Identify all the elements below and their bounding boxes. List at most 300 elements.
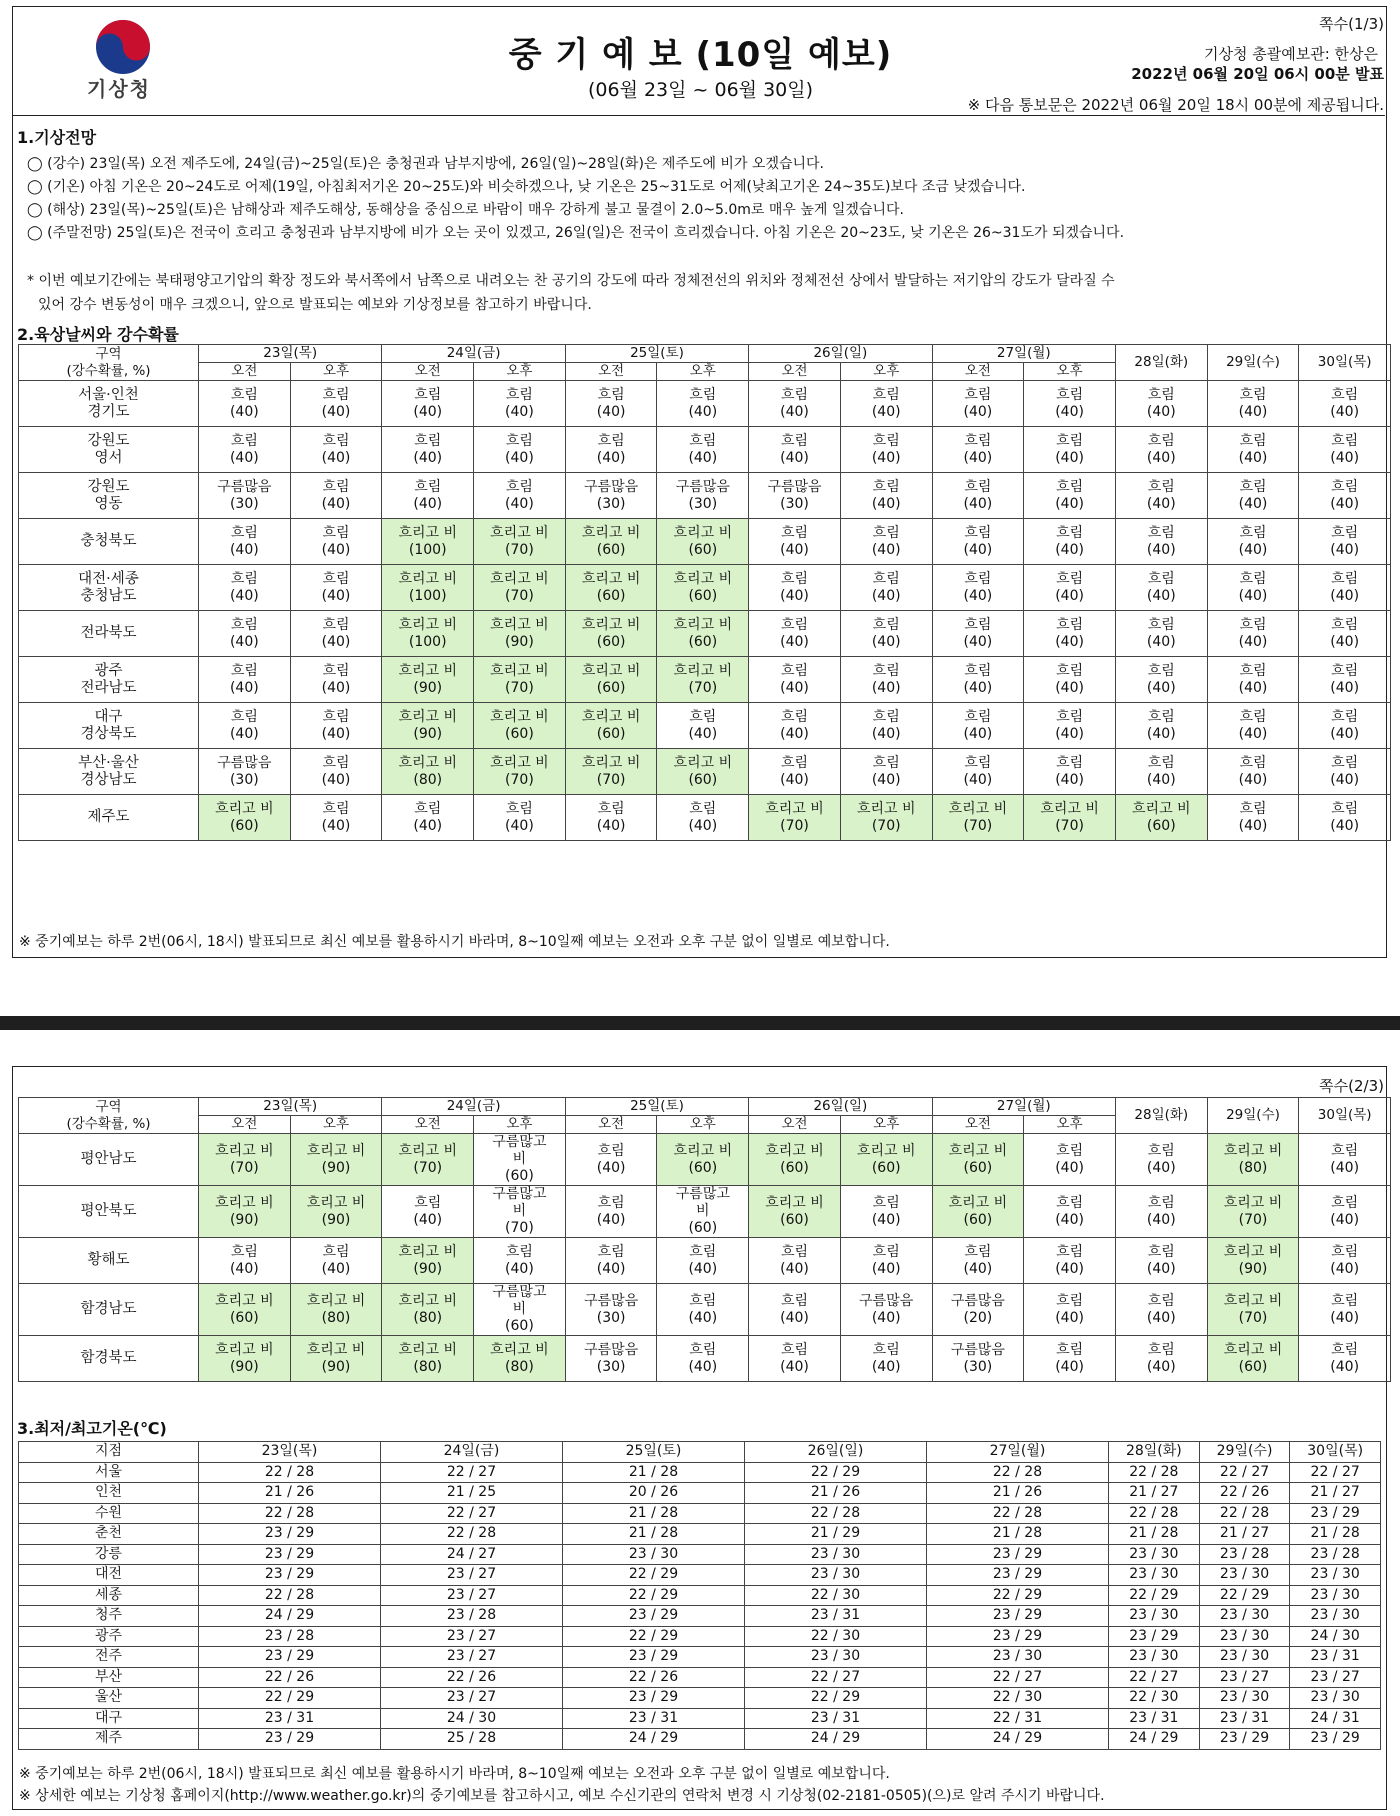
day-header: 23일(목) (199, 1442, 381, 1463)
forecast-cell: 흐림 (40) (749, 657, 841, 703)
temp-cell: 23 / 27 (381, 1585, 563, 1606)
day-header: 24일(금) (382, 1098, 565, 1116)
forecast-cell: 흐림 (40) (565, 795, 657, 841)
forecast-cell: 흐림 (40) (840, 565, 932, 611)
forecast-cell: 흐리고 비 (60) (932, 1186, 1024, 1238)
temp-cell: 22 / 28 (199, 1503, 381, 1524)
forecast-cell: 흐림 (40) (1207, 519, 1299, 565)
forecast-cell: 흐리고 비 (60) (565, 703, 657, 749)
forecast-cell: 흐리고 비 (80) (382, 749, 474, 795)
forecast-cell: 흐림 (40) (1299, 565, 1391, 611)
temp-cell: 23 / 31 (1109, 1708, 1200, 1729)
forecast-cell: 흐림 (40) (932, 381, 1024, 427)
forecast-cell: 흐리고 비 (80) (1207, 1134, 1299, 1186)
forecast-cell: 구름많음 (30) (932, 1336, 1024, 1382)
temp-cell: 22 / 28 (199, 1585, 381, 1606)
site-name: 부산 (19, 1667, 199, 1688)
region-name: 부산·울산 경상남도 (19, 749, 199, 795)
forecast-cell: 흐리고 비 (70) (1207, 1284, 1299, 1336)
temp-cell: 23 / 30 (1199, 1626, 1290, 1647)
forecast-cell: 흐림 (40) (657, 1238, 749, 1284)
temp-cell: 22 / 28 (1109, 1462, 1200, 1483)
temp-cell: 23 / 30 (1290, 1565, 1381, 1586)
table-row (19, 795, 1391, 841)
forecast-cell: 흐림 (40) (199, 519, 291, 565)
forecast-cell: 흐림 (40) (1299, 1134, 1391, 1186)
forecast-cell: 흐리고 비 (70) (565, 749, 657, 795)
forecast-cell: 흐림 (40) (1115, 1186, 1207, 1238)
issued-time: 2022년 06월 20일 06시 00분 발표 (1131, 65, 1384, 83)
temp-cell: 21 / 28 (563, 1524, 745, 1545)
region-name: 강원도 영동 (19, 473, 199, 519)
forecast-cell: 흐림 (40) (199, 1238, 291, 1284)
forecast-cell: 흐림 (40) (290, 795, 382, 841)
forecast-cell: 흐리고 비 (90) (382, 703, 474, 749)
temperature-table (18, 1441, 1381, 1750)
temp-cell: 23 / 29 (927, 1626, 1109, 1647)
forecast-cell: 흐림 (40) (565, 381, 657, 427)
forecast-cell: 흐림 (40) (932, 749, 1024, 795)
table-row (19, 1483, 1381, 1504)
region-name: 대전·세종 충청남도 (19, 565, 199, 611)
temp-cell: 22 / 26 (199, 1667, 381, 1688)
outlook-line: ◯ (강수) 23일(목) 오전 제주도에, 24일(금)~25일(토)은 충청권과 남부지방에, 26일(일)~28일(화)은 제주도에 비가 오겠습니다. (27, 156, 825, 172)
forecast-cell: 흐림 (40) (290, 749, 382, 795)
forecast-cell: 흐림 (40) (1024, 1284, 1116, 1336)
temp-cell: 23 / 31 (745, 1708, 927, 1729)
forecast-cell: 흐림 (40) (1299, 611, 1391, 657)
forecast-cell: 흐림 (40) (1299, 657, 1391, 703)
forecast-cell: 흐림 (40) (840, 519, 932, 565)
forecast-cell: 흐림 (40) (749, 1336, 841, 1382)
forecast-cell: 흐림 (40) (1024, 381, 1116, 427)
day-header: 28일(화) (1109, 1442, 1200, 1463)
table-row (19, 657, 1391, 703)
forecast-cell: 흐림 (40) (749, 1238, 841, 1284)
table-row (19, 1462, 1381, 1483)
forecast-cell: 구름많음 (20) (932, 1284, 1024, 1336)
region-name: 전라북도 (19, 611, 199, 657)
pm-header: 오후 (840, 363, 932, 381)
table-row (19, 1284, 1391, 1336)
forecast-cell: 흐림 (40) (840, 1238, 932, 1284)
footnote: ※ 상세한 예보는 기상청 홈페이지(http://www.weather.go.kr)의 중기예보를 참고하시고, 예보 수신기관의 연락처 변경 시 기상청(02-2181-0505)(으)로 알려 주시기 바랍니다. (19, 1788, 1105, 1804)
temp-cell: 22 / 29 (563, 1626, 745, 1647)
forecast-cell: 흐림 (40) (932, 565, 1024, 611)
forecast-cell: 흐림 (40) (1024, 473, 1116, 519)
forecast-cell: 흐림 (40) (1299, 519, 1391, 565)
temp-cell: 22 / 27 (1109, 1667, 1200, 1688)
temp-cell: 23 / 30 (1109, 1544, 1200, 1565)
forecast-cell: 흐림 (40) (840, 1186, 932, 1238)
temp-cell: 23 / 29 (1199, 1729, 1290, 1750)
table-row (19, 1708, 1381, 1729)
pm-header: 오후 (1024, 1116, 1116, 1134)
forecast-cell: 흐리고 비 (100) (382, 611, 474, 657)
forecast-cell: 흐리고 비 (70) (474, 519, 566, 565)
forecast-cell: 흐림 (40) (932, 1238, 1024, 1284)
table-row (19, 1134, 1391, 1186)
forecast-cell: 흐림 (40) (290, 381, 382, 427)
forecast-cell: 흐리고 비 (60) (565, 519, 657, 565)
pm-header: 오후 (657, 363, 749, 381)
table-row (19, 1667, 1381, 1688)
temp-cell: 23 / 30 (1109, 1565, 1200, 1586)
forecast-cell: 흐림 (40) (749, 1284, 841, 1336)
temp-cell: 21 / 26 (745, 1483, 927, 1504)
forecast-cell: 흐림 (40) (932, 519, 1024, 565)
table-row (19, 1524, 1381, 1545)
temp-cell: 22 / 30 (1109, 1688, 1200, 1709)
forecast-cell: 흐림 (40) (290, 657, 382, 703)
temp-cell: 23 / 29 (1109, 1626, 1200, 1647)
temp-cell: 23 / 30 (927, 1647, 1109, 1668)
day-header: 26일(일) (745, 1442, 927, 1463)
forecast-cell: 흐리고 비 (60) (474, 703, 566, 749)
site-name: 전주 (19, 1647, 199, 1668)
forecast-cell: 흐림 (40) (657, 1336, 749, 1382)
table-row (19, 611, 1391, 657)
temp-cell: 24 / 30 (381, 1708, 563, 1729)
forecast-cell: 흐림 (40) (1115, 611, 1207, 657)
forecast-cell: 흐림 (40) (1024, 1186, 1116, 1238)
temp-cell: 23 / 31 (1199, 1708, 1290, 1729)
outlook-line: ◯ (기온) 아침 기온은 20~24도로 어제(19일, 아침최저기온 20~25도)와 비슷하겠으나, 낮 기온은 25~31도로 어제(낮최고기온 24~35도)보다 조금 낮겠습니다. (27, 179, 1026, 195)
temp-cell: 22 / 26 (563, 1667, 745, 1688)
am-header: 오전 (382, 363, 474, 381)
am-header: 오전 (382, 1116, 474, 1134)
table-row (19, 519, 1391, 565)
temp-cell: 23 / 29 (563, 1647, 745, 1668)
temp-cell: 22 / 30 (745, 1626, 927, 1647)
temp-cell: 22 / 29 (1199, 1585, 1290, 1606)
forecast-cell: 흐림 (40) (199, 427, 291, 473)
temp-cell: 23 / 29 (927, 1544, 1109, 1565)
table-row (19, 1565, 1381, 1586)
table-row (19, 703, 1391, 749)
pm-header: 오후 (290, 363, 382, 381)
temp-cell: 24 / 29 (745, 1729, 927, 1750)
temp-cell: 22 / 29 (563, 1565, 745, 1586)
forecast-cell: 구름많음 (30) (657, 473, 749, 519)
table-row (19, 565, 1391, 611)
temp-cell: 23 / 30 (1290, 1688, 1381, 1709)
forecast-cell: 흐리고 비 (60) (199, 1284, 291, 1336)
temp-cell: 23 / 31 (745, 1606, 927, 1627)
temp-cell: 21 / 28 (1290, 1524, 1381, 1545)
forecast-cell: 흐림 (40) (840, 381, 932, 427)
forecast-cell: 흐리고 비 (60) (657, 1134, 749, 1186)
day-header: 23일(목) (199, 1098, 382, 1116)
temp-cell: 23 / 28 (381, 1606, 563, 1627)
forecast-cell: 흐림 (40) (199, 381, 291, 427)
page-separator (0, 1016, 1400, 1030)
day-header: 23일(목) (199, 345, 382, 363)
region-header: 구역 (강수확률, %) (19, 345, 199, 381)
temp-cell: 22 / 28 (927, 1503, 1109, 1524)
temp-cell: 23 / 29 (1290, 1503, 1381, 1524)
footnote: ※ 중기예보는 하루 2번(06시, 18시) 발표되므로 최신 예보를 활용하시기 바라며, 8~10일째 예보는 오전과 오후 구분 없이 일별로 예보합니다. (19, 1766, 890, 1782)
region-name: 함경남도 (19, 1284, 199, 1336)
forecast-cell: 흐리고 비 (70) (657, 657, 749, 703)
temp-cell: 23 / 31 (1290, 1647, 1381, 1668)
forecast-cell: 흐림 (40) (1299, 1284, 1391, 1336)
temp-cell: 23 / 31 (199, 1708, 381, 1729)
forecast-cell: 흐림 (40) (840, 749, 932, 795)
forecast-cell: 흐림 (40) (840, 1336, 932, 1382)
region-name: 황해도 (19, 1238, 199, 1284)
outlook-line: ◯ (해상) 23일(목)~25일(토)은 남해상과 제주도해상, 동해상을 중심으로 바람이 매우 강하게 불고 물결이 2.0~5.0m로 매우 높게 일겠습니다. (27, 202, 904, 218)
temp-cell: 23 / 29 (199, 1524, 381, 1545)
temp-cell: 23 / 27 (381, 1688, 563, 1709)
forecast-cell: 흐림 (40) (1207, 795, 1299, 841)
temp-cell: 23 / 27 (381, 1565, 563, 1586)
temp-cell: 22 / 28 (1199, 1503, 1290, 1524)
temp-cell: 22 / 29 (745, 1462, 927, 1483)
section-title-weather: 2.육상날씨와 강수확률 (17, 325, 179, 344)
forecast-cell: 구름많음 (30) (565, 1284, 657, 1336)
forecast-cell: 흐림 (40) (474, 427, 566, 473)
forecast-cell: 흐리고 비 (90) (199, 1186, 291, 1238)
forecast-cell: 흐림 (40) (1299, 427, 1391, 473)
am-header: 오전 (932, 363, 1024, 381)
temp-cell: 23 / 29 (927, 1606, 1109, 1627)
forecast-cell: 흐림 (40) (1115, 1238, 1207, 1284)
forecast-cell: 흐림 (40) (749, 703, 841, 749)
forecast-cell: 흐림 (40) (749, 611, 841, 657)
forecast-cell: 구름많음 (30) (199, 473, 291, 519)
temp-cell: 23 / 29 (1290, 1729, 1381, 1750)
forecast-cell: 흐리고 비 (60) (749, 1186, 841, 1238)
temp-cell: 23 / 27 (1199, 1667, 1290, 1688)
temp-cell: 23 / 30 (1199, 1565, 1290, 1586)
temp-cell: 23 / 30 (1109, 1606, 1200, 1627)
day-header: 28일(화) (1115, 1098, 1207, 1134)
temp-cell: 22 / 28 (927, 1462, 1109, 1483)
forecast-cell: 흐리고 비 (60) (565, 565, 657, 611)
forecast-cell: 흐림 (40) (290, 519, 382, 565)
forecast-cell: 흐리고 비 (70) (382, 1134, 474, 1186)
temp-cell: 21 / 26 (199, 1483, 381, 1504)
page-title: 중 기 예 보 (10일 예보) (508, 35, 893, 75)
table-row (19, 1544, 1381, 1565)
forecast-cell: 흐리고 비 (70) (840, 795, 932, 841)
temp-cell: 22 / 28 (199, 1462, 381, 1483)
table-row (19, 381, 1391, 427)
forecast-cell: 흐림 (40) (657, 381, 749, 427)
site-name: 제주 (19, 1729, 199, 1750)
region-name: 광주 전라남도 (19, 657, 199, 703)
am-header: 오전 (749, 363, 841, 381)
region-name: 대구 경상북도 (19, 703, 199, 749)
forecast-cell: 흐림 (40) (749, 749, 841, 795)
forecast-cell: 흐림 (40) (1207, 427, 1299, 473)
forecast-cell: 흐리고 비 (80) (474, 1336, 566, 1382)
forecast-cell: 구름많음 (30) (749, 473, 841, 519)
forecast-cell: 흐림 (40) (1299, 703, 1391, 749)
temp-cell: 22 / 29 (199, 1688, 381, 1709)
temp-cell: 22 / 27 (381, 1462, 563, 1483)
temp-cell: 24 / 29 (199, 1606, 381, 1627)
forecast-cell: 흐림 (40) (932, 473, 1024, 519)
forecast-cell: 흐리고 비 (80) (382, 1284, 474, 1336)
temp-cell: 22 / 30 (745, 1585, 927, 1606)
temp-header-row (19, 1442, 1381, 1463)
day-header: 25일(토) (563, 1442, 745, 1463)
temp-cell: 23 / 29 (199, 1565, 381, 1586)
temp-cell: 22 / 27 (1290, 1462, 1381, 1483)
forecast-cell: 흐림 (40) (382, 1186, 474, 1238)
temp-cell: 23 / 27 (381, 1647, 563, 1668)
forecast-cell: 흐림 (40) (1024, 657, 1116, 703)
site-name: 강릉 (19, 1544, 199, 1565)
temp-cell: 23 / 30 (745, 1544, 927, 1565)
forecast-cell: 흐리고 비 (60) (657, 749, 749, 795)
pm-header: 오후 (840, 1116, 932, 1134)
day-header: 29일(수) (1207, 345, 1299, 381)
forecast-cell: 흐리고 비 (60) (565, 611, 657, 657)
pm-header: 오후 (1024, 363, 1116, 381)
temp-cell: 23 / 31 (563, 1708, 745, 1729)
temp-cell: 22 / 29 (563, 1585, 745, 1606)
temp-cell: 22 / 26 (1199, 1483, 1290, 1504)
pm-header: 오후 (290, 1116, 382, 1134)
temp-cell: 21 / 28 (563, 1503, 745, 1524)
forecast-cell: 흐리고 비 (90) (1207, 1238, 1299, 1284)
temp-cell: 24 / 27 (381, 1544, 563, 1565)
forecast-cell: 구름많고 비 (60) (474, 1284, 566, 1336)
temp-cell: 22 / 28 (745, 1503, 927, 1524)
temp-cell: 22 / 27 (381, 1503, 563, 1524)
forecast-cell: 흐리고 비 (60) (1115, 795, 1207, 841)
forecast-cell: 흐림 (40) (1115, 1284, 1207, 1336)
forecast-cell: 흐림 (40) (382, 381, 474, 427)
forecast-cell: 흐림 (40) (474, 795, 566, 841)
temp-cell: 23 / 28 (199, 1626, 381, 1647)
temp-cell: 23 / 29 (199, 1544, 381, 1565)
temp-cell: 23 / 28 (1199, 1544, 1290, 1565)
temp-cell: 22 / 27 (745, 1667, 927, 1688)
am-header: 오전 (199, 1116, 291, 1134)
table-row (19, 1186, 1391, 1238)
day-header: 29일(수) (1199, 1442, 1290, 1463)
section-title-outlook: 1.기상전망 (17, 128, 97, 147)
day-header: 25일(토) (565, 1098, 748, 1116)
forecast-cell: 흐림 (40) (1207, 749, 1299, 795)
temp-cell: 23 / 29 (927, 1565, 1109, 1586)
forecast-cell: 흐림 (40) (1299, 749, 1391, 795)
note-line: * 이번 예보기간에는 북태평양고기압의 확장 정도와 북서쪽에서 남쪽으로 내려오는 찬 공기의 강도에 따라 정체전선의 위치와 정체전선 상에서 발달하는 저기압의 강도가 달라질 수 (27, 273, 1115, 289)
outlook-line: ◯ (주말전망) 25일(토)은 전국이 흐리고 충청권과 남부지방에 비가 오는 곳이 있겠고, 26일(일)은 전국이 흐리겠습니다. 아침 기온은 20~23도, 낮 기온은 26~31도가 되겠습니다. (27, 225, 1125, 241)
forecast-cell: 흐림 (40) (1207, 381, 1299, 427)
forecast-cell: 흐리고 비 (70) (199, 1134, 291, 1186)
forecast-cell: 흐리고 비 (60) (840, 1134, 932, 1186)
temp-cell: 23 / 30 (1290, 1606, 1381, 1627)
site-header: 지점 (19, 1442, 199, 1463)
temp-cell: 21 / 28 (1109, 1524, 1200, 1545)
temp-cell: 23 / 30 (1199, 1688, 1290, 1709)
forecast-cell: 흐림 (40) (1115, 1134, 1207, 1186)
forecast-cell: 흐림 (40) (382, 795, 474, 841)
day-header: 24일(금) (381, 1442, 563, 1463)
page-number: 쪽수(1/3) (1319, 15, 1384, 33)
temp-cell: 23 / 29 (563, 1606, 745, 1627)
forecast-cell: 흐림 (40) (1299, 795, 1391, 841)
forecast-cell: 흐림 (40) (565, 427, 657, 473)
temp-cell: 24 / 29 (563, 1729, 745, 1750)
forecast-cell: 흐리고 비 (70) (474, 657, 566, 703)
forecast-cell: 흐림 (40) (382, 427, 474, 473)
forecast-cell: 흐림 (40) (1207, 611, 1299, 657)
forecast-cell: 흐림 (40) (840, 703, 932, 749)
forecast-cell: 흐리고 비 (60) (199, 795, 291, 841)
site-name: 수원 (19, 1503, 199, 1524)
day-header: 30일(목) (1299, 345, 1391, 381)
forecast-cell: 흐림 (40) (932, 427, 1024, 473)
temp-cell: 23 / 30 (563, 1544, 745, 1565)
forecast-cell: 흐림 (40) (290, 611, 382, 657)
forecast-cell: 흐림 (40) (840, 427, 932, 473)
forecast-cell: 흐림 (40) (199, 611, 291, 657)
forecast-cell: 흐림 (40) (474, 381, 566, 427)
temp-cell: 22 / 29 (1109, 1585, 1200, 1606)
forecast-cell: 구름많음 (40) (840, 1284, 932, 1336)
pm-header: 오후 (657, 1116, 749, 1134)
forecast-cell: 흐리고 비 (60) (657, 565, 749, 611)
temp-cell: 23 / 29 (563, 1688, 745, 1709)
forecast-cell: 흐림 (40) (565, 1238, 657, 1284)
temp-cell: 24 / 29 (927, 1729, 1109, 1750)
forecast-cell: 흐림 (40) (1115, 519, 1207, 565)
forecast-period: (06월 23일 ~ 06월 30일) (587, 79, 814, 101)
forecast-cell: 흐림 (40) (840, 611, 932, 657)
temp-cell: 25 / 28 (381, 1729, 563, 1750)
day-header: 30일(목) (1290, 1442, 1381, 1463)
forecast-cell: 구름많고 비 (70) (474, 1186, 566, 1238)
forecast-cell: 흐림 (40) (749, 565, 841, 611)
logo-text: 기상청 (87, 77, 151, 101)
forecast-cell: 흐림 (40) (932, 657, 1024, 703)
next-notice: ※ 다음 통보문은 2022년 06월 20일 18시 00분에 제공됩니다. (967, 96, 1384, 114)
forecast-cell: 흐림 (40) (290, 703, 382, 749)
temp-cell: 23 / 27 (381, 1626, 563, 1647)
temp-cell: 23 / 29 (199, 1647, 381, 1668)
table-row (19, 1503, 1381, 1524)
forecast-cell: 구름많음 (30) (565, 473, 657, 519)
table-row (19, 1238, 1391, 1284)
forecast-cell: 흐리고 비 (70) (474, 749, 566, 795)
table-row (19, 1729, 1381, 1750)
day-header: 27일(월) (927, 1442, 1109, 1463)
temp-cell: 21 / 28 (563, 1462, 745, 1483)
forecast-cell: 흐림 (40) (657, 795, 749, 841)
forecast-page-1 (12, 6, 1387, 958)
table-row (19, 473, 1391, 519)
forecast-cell: 흐리고 비 (60) (932, 1134, 1024, 1186)
forecast-cell: 흐리고 비 (60) (657, 611, 749, 657)
site-name: 울산 (19, 1688, 199, 1709)
forecast-cell: 흐림 (40) (565, 1134, 657, 1186)
forecast-cell: 흐림 (40) (1024, 1336, 1116, 1382)
forecast-cell: 흐림 (40) (1207, 657, 1299, 703)
forecast-cell: 흐림 (40) (1024, 611, 1116, 657)
page-number: 쪽수(2/3) (1319, 1077, 1384, 1095)
forecast-cell: 흐림 (40) (1024, 427, 1116, 473)
forecast-cell: 흐리고 비 (60) (565, 657, 657, 703)
temp-cell: 22 / 31 (927, 1708, 1109, 1729)
forecast-cell: 흐림 (40) (1024, 1134, 1116, 1186)
forecast-cell: 흐림 (40) (1024, 565, 1116, 611)
